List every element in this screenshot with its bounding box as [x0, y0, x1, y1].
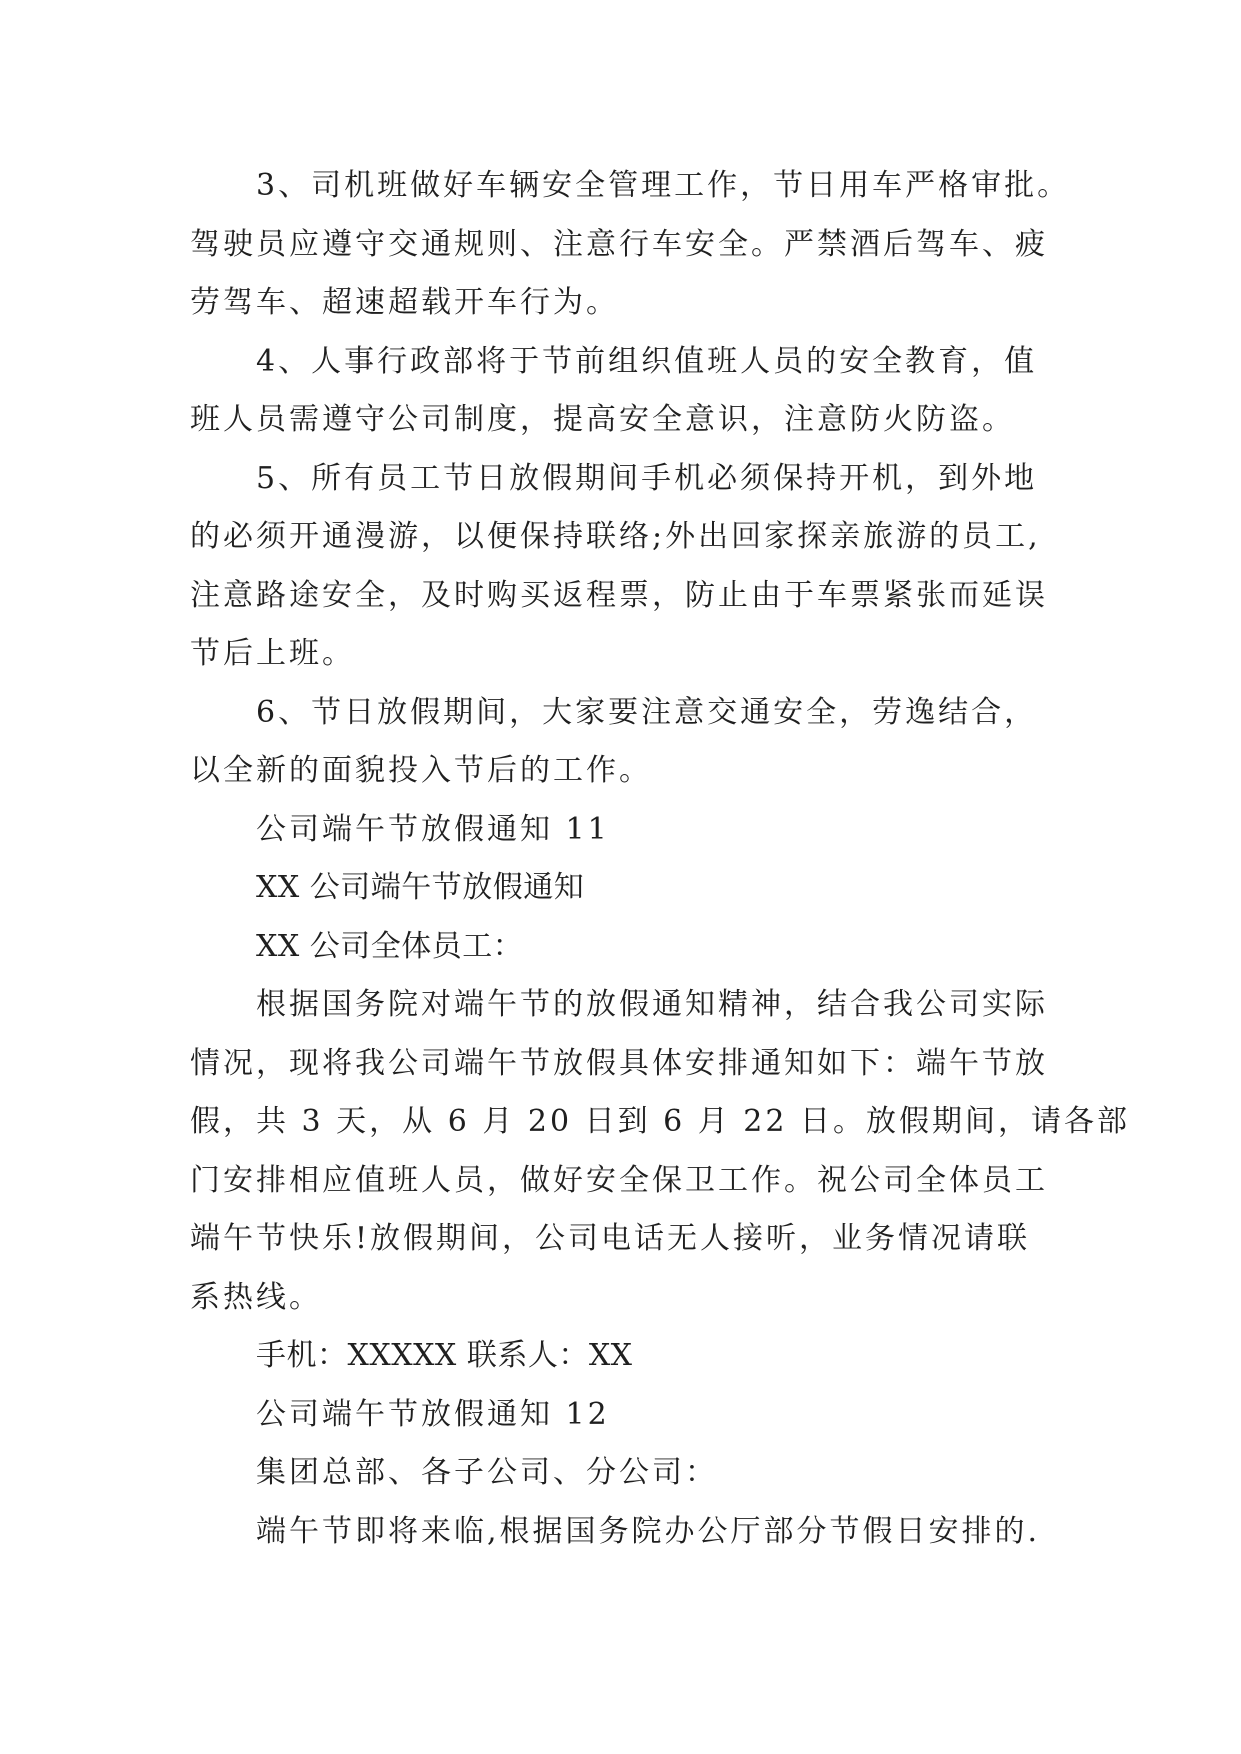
item-4-line-1: 4、人事行政部将于节前组织值班人员的安全教育，值 — [256, 343, 1038, 379]
item-3-line-1: 3、司机班做好车辆安全管理工作，节日用车严格审批。 — [256, 168, 1071, 203]
notice-11-body-line-1: 根据国务院对端午节的放假通知精神，结合我公司实际 — [256, 987, 1048, 1022]
notice-12-heading: 公司端午节放假通知 12 — [256, 1396, 610, 1432]
notice-11-salutation: XX 公司全体员工： — [256, 928, 524, 964]
item-5-line-2: 的必须开通漫游，以便保持联络;外出回家探亲旅游的员工, — [190, 519, 1041, 554]
item-6-line-1: 6、节日放假期间，大家要注意交通安全，劳逸结合， — [256, 694, 1038, 730]
item-5-line-1: 5、所有员工节日放假期间手机必须保持开机，到外地 — [256, 460, 1038, 496]
notice-11-title: XX 公司端午节放假通知 — [256, 870, 585, 905]
item-6-line-2: 以全新的面貌投入节后的工作。 — [190, 753, 652, 788]
notice-11-body-line-3: 假，共 3 天，从 6 月 20 日到 6 月 22 日。放假期间，请各部 — [190, 1104, 1130, 1139]
document-body — [190, 157, 1130, 1561]
notice-11-contact: 手机：XXXXX 联系人：XX — [256, 1338, 633, 1373]
item-5-line-4: 节后上班。 — [190, 636, 355, 671]
item-5-line-3: 注意路途安全，及时购买返程票，防止由于车票紧张而延误 — [190, 577, 1048, 613]
notice-11-body-line-2: 情况，现将我公司端午节放假具体安排通知如下：端午节放 — [190, 1045, 1048, 1081]
notice-11-heading: 公司端午节放假通知 11 — [256, 811, 610, 847]
item-3-line-3: 劳驾车、超速超载开车行为。 — [190, 285, 619, 320]
notice-12-salutation: 集团总部、各子公司、分公司： — [256, 1455, 718, 1490]
notice-11-body-line-6: 系热线。 — [190, 1279, 322, 1315]
notice-11-body-line-5: 端午节快乐!放假期间，公司电话无人接听，业务情况请联 — [190, 1221, 1031, 1256]
item-3-line-2: 驾驶员应遵守交通规则、注意行车安全。严禁酒后驾车、疲 — [190, 226, 1048, 262]
item-4-line-2: 班人员需遵守公司制度，提高安全意识，注意防火防盗。 — [190, 402, 1015, 437]
notice-12-body-line-1: 端午节即将来临,根据国务院办公厅部分节假日安排的. — [256, 1513, 1041, 1549]
notice-11-body-line-4: 门安排相应值班人员，做好安全保卫工作。祝公司全体员工 — [190, 1162, 1048, 1198]
